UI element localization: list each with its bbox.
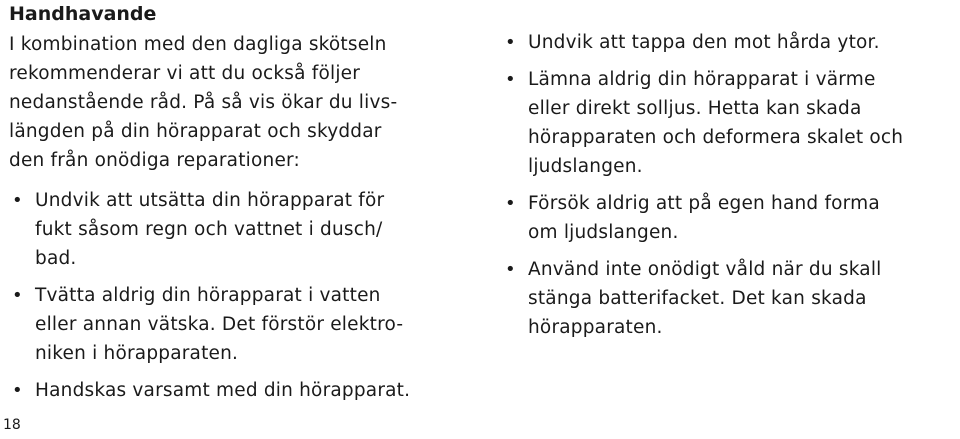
bullet-icon: •	[12, 380, 23, 401]
bullet-icon: •	[12, 190, 23, 211]
list-item	[502, 28, 957, 57]
list-item-text: Undvik att utsätta din hörapparat för fukt såsom regn och vattnet i dusch/ bad.	[35, 190, 385, 269]
list-item-text: Tvätta aldrig din hörapparat i vatten eller annan vätska. Det förstör elektro- niken i hörapparaten.	[35, 285, 404, 364]
list-item	[9, 376, 479, 405]
bullet-icon: •	[505, 259, 516, 280]
list-item-text: Undvik att tappa den mot hårda ytor.	[528, 32, 880, 53]
right-column	[502, 28, 957, 350]
right-bullet-list	[502, 28, 957, 342]
list-item	[502, 189, 957, 247]
list-item-text: Lämna aldrig din hörapparat i värme eller direkt solljus. Hetta kan skada hörapparaten och deformera skalet och ljudslangen.	[528, 69, 904, 177]
list-item-text: Använd inte onödigt våld när du skall stänga batterifacket. Det kan skada hörapparaten.	[528, 259, 882, 338]
bullet-icon: •	[505, 193, 516, 214]
list-item	[9, 281, 479, 368]
list-item-text: Försök aldrig att på egen hand forma om ljudslangen.	[528, 193, 880, 243]
left-column	[9, 0, 479, 413]
list-item	[502, 65, 957, 181]
bullet-icon: •	[12, 285, 23, 306]
bullet-icon: •	[505, 32, 516, 53]
page-number: 18	[3, 417, 21, 433]
left-bullet-list	[9, 186, 479, 405]
list-item	[9, 186, 479, 273]
intro-paragraph: I kombination med den dagliga skötseln rekommenderar vi att du också följer nedanstående råd. På så vis ökar du livs- längden på din hörapparat och skyddar den från onödiga reparationer:	[9, 34, 398, 171]
list-item-text: Handskas varsamt med din hörapparat.	[35, 380, 411, 401]
list-item	[502, 255, 957, 342]
bullet-icon: •	[505, 69, 516, 90]
section-heading: Handhavande	[9, 3, 157, 25]
